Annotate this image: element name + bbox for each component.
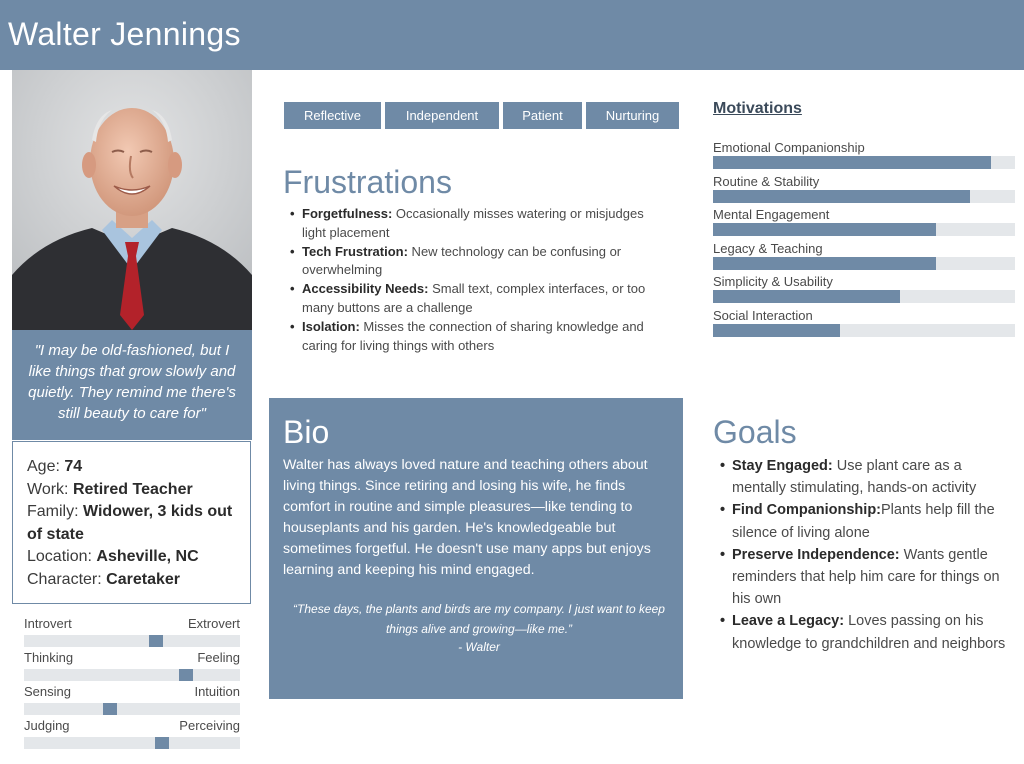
info-location xyxy=(27,546,236,569)
scale-track xyxy=(24,703,240,715)
motivation-label: Emotional Companionship xyxy=(713,140,865,155)
item-term: Accessibility Needs: xyxy=(302,281,429,297)
motivations-list xyxy=(713,138,1015,340)
motivation-item xyxy=(713,205,1015,239)
motivation-item xyxy=(713,272,1015,306)
info-value: Retired Teacher xyxy=(72,480,193,498)
motivation-label: Simplicity & Usability xyxy=(713,274,833,290)
bio-quote: “These days, the plants and birds are my company. I just want to keep things alive and growing—like me.” xyxy=(293,602,665,636)
info-label: Family: xyxy=(27,503,79,520)
motivation-track xyxy=(713,223,1015,236)
scale-sensing-intuition xyxy=(24,684,240,718)
persona-photo xyxy=(12,70,252,330)
motivation-item xyxy=(713,306,1015,340)
scale-track xyxy=(24,635,240,647)
motivation-track xyxy=(713,156,1015,169)
info-work xyxy=(27,479,236,502)
goals-title: Goals xyxy=(713,414,797,450)
info-label: Location: xyxy=(27,548,92,565)
info-value: Asheville, NC xyxy=(96,548,199,565)
personality-scales xyxy=(24,616,240,752)
scale-track xyxy=(24,737,240,749)
scale-left-label: Sensing xyxy=(24,684,71,699)
scale-right-label: Feeling xyxy=(197,650,240,665)
list-item xyxy=(718,544,1018,611)
item-term: Isolation: xyxy=(302,318,360,334)
scale-thinking-feeling xyxy=(24,650,240,684)
goals-list xyxy=(718,455,1018,655)
item-text: Occasionally misses watering or misjudges light placement xyxy=(302,206,644,240)
item-text: Small text, complex interfaces, or too many buttons are a challenge xyxy=(302,281,646,315)
item-term: Tech Frustration: xyxy=(302,243,408,259)
info-label: Work: xyxy=(27,480,69,498)
persona-info-box xyxy=(12,441,251,604)
scale-left-label: Judging xyxy=(24,718,70,733)
info-label: Character: xyxy=(27,570,102,588)
info-value: Widower, 3 kids out of state xyxy=(27,503,233,543)
scale-right-label: Intuition xyxy=(194,684,240,699)
motivation-track xyxy=(713,324,1015,337)
motivation-bar xyxy=(713,156,991,169)
item-term: Preserve Independence: xyxy=(732,546,900,563)
bio-panel xyxy=(269,398,683,699)
persona-name: Walter Jennings xyxy=(8,16,241,52)
motivation-label: Routine & Stability xyxy=(713,173,820,189)
list-item xyxy=(288,205,668,243)
motivation-item xyxy=(713,138,1015,172)
tag-nurturing: Nurturing xyxy=(586,102,679,129)
motivation-bar xyxy=(713,324,840,337)
info-character xyxy=(27,569,236,592)
list-item xyxy=(288,280,668,318)
info-age xyxy=(27,456,236,479)
list-item xyxy=(718,610,1018,654)
item-term: Find Companionship: xyxy=(732,502,882,519)
motivation-bar xyxy=(713,190,970,203)
motivation-bar xyxy=(713,257,936,270)
item-text: Plants help fill the silence of living alone xyxy=(732,502,995,541)
list-item xyxy=(288,318,668,356)
motivation-label: Mental Engagement xyxy=(713,207,830,223)
list-item xyxy=(288,243,668,281)
scale-judging-perceiving xyxy=(24,718,240,752)
tag-independent: Independent xyxy=(385,102,499,129)
header-banner xyxy=(0,0,1024,70)
item-term: Stay Engaged: xyxy=(732,458,833,474)
motivation-bar xyxy=(713,223,936,236)
scale-marker xyxy=(179,669,193,681)
motivation-track xyxy=(713,290,1015,303)
scale-marker xyxy=(149,635,163,647)
motivation-label: Social Interaction xyxy=(713,307,813,323)
info-label: Age: xyxy=(27,458,60,475)
scale-introvert-extrovert xyxy=(24,616,240,650)
motivation-track xyxy=(713,190,1015,203)
frustrations-title: Frustrations xyxy=(283,164,452,200)
item-text: Loves passing on his knowledge to grandchildren and neighbors xyxy=(732,613,1006,652)
item-term: Forgetfulness: xyxy=(302,206,393,221)
scale-right-label: Perceiving xyxy=(179,718,240,733)
scale-right-label: Extrovert xyxy=(187,616,240,631)
motivations-title: Motivations xyxy=(713,100,802,117)
item-text: Misses the connection of sharing knowledge and caring for living things with others xyxy=(302,318,644,353)
list-item xyxy=(718,499,1018,543)
bio-text: Walter has always loved nature and teaching others about living things. Since retiring and losing his wife, he finds comfort in routine and simple pleasures—like tending to houseplants and his garden. He's knowledgeable but sometimes forgetful. He doesn't use many apps but enjoys learning and keeping his mind engaged. xyxy=(283,457,651,578)
persona-quote: "I may be old-fashioned, but I like things that grow slowly and quietly. They remind me there's still beauty to care for" xyxy=(12,330,252,440)
portrait-image xyxy=(12,70,252,330)
tag-patient: Patient xyxy=(503,102,582,129)
info-family xyxy=(27,501,236,546)
scale-left-label: Introvert xyxy=(24,616,72,631)
scale-marker xyxy=(155,737,169,749)
motivation-item xyxy=(713,172,1015,206)
item-text: New technology can be confusing or overwhelming xyxy=(302,243,622,278)
tag-reflective: Reflective xyxy=(284,102,381,129)
list-item xyxy=(718,455,1018,499)
item-text: Use plant care as a mentally stimulating, hands-on activity xyxy=(732,458,977,497)
item-text: Wants gentle reminders that help him care for things on his own xyxy=(732,546,1000,608)
scale-track xyxy=(24,669,240,681)
scale-left-label: Thinking xyxy=(24,650,74,665)
motivation-label: Legacy & Teaching xyxy=(713,240,823,256)
bio-title: Bio xyxy=(283,414,330,450)
trait-tags xyxy=(284,102,679,129)
motivation-bar xyxy=(713,290,900,303)
motivation-item xyxy=(713,239,1015,273)
scale-marker xyxy=(103,703,117,715)
bio-attribution: - Walter xyxy=(458,640,500,654)
info-value: Caretaker xyxy=(106,570,180,588)
frustrations-list xyxy=(288,205,668,355)
info-value: 74 xyxy=(64,458,83,475)
motivation-track xyxy=(713,257,1015,270)
item-term: Leave a Legacy: xyxy=(732,613,845,630)
